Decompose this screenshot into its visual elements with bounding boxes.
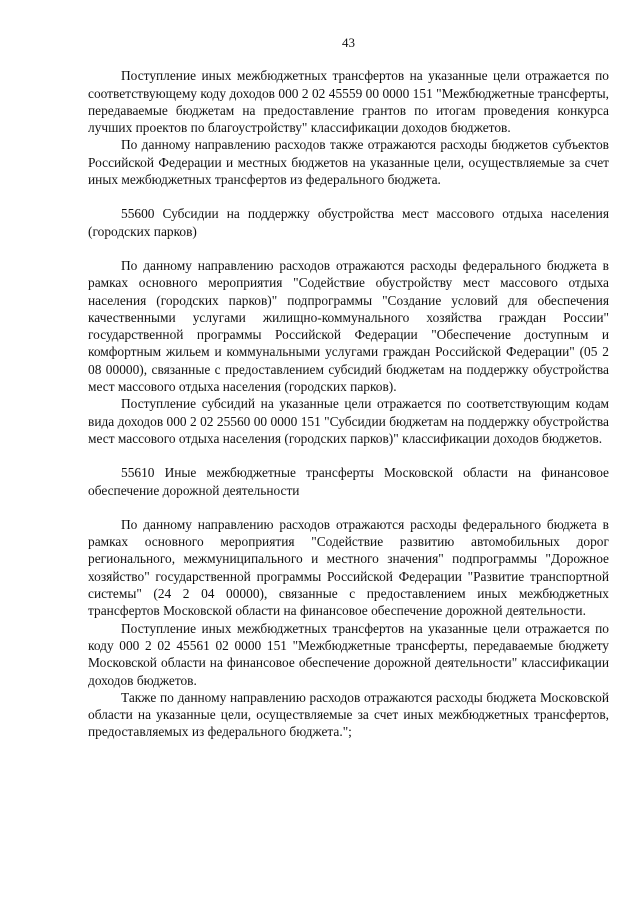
page-number: 43 xyxy=(342,35,355,50)
paragraph-55610-description: По данному направлению расходов отражаются расходы федерального бюджета в рамках основного мероприятия "Содействие развитию автомобильных дорог регионального, межмуниципального и местного значения" подпрограммы "Дорожное хозяйство" государственной программы Российской Федерации "Развитие транспортной системы" (24 2 04 00000), связанные с предоставлением иных межбюджетных трансфертов Московской области на финансовое обеспечение дорожной деятельности. xyxy=(88,516,609,619)
paragraph-expenses-subjects: По данному направлению расходов также отражаются расходы бюджетов субъектов Российской Федерации и местных бюджетов на указанные цели, осуществляемые за счет иных межбюджетных трансфертов из федерального бюджета. xyxy=(88,137,609,188)
paragraph-55600-income: Поступление субсидий на указанные цели отражается по соответствующим кодам вида доходов 000 2 02 25560 00 0000 151 "Субсидии бюджетам на поддержку обустройства мест массового отдыха населения (городских парков)" классификации доходов бюджетов. xyxy=(88,396,609,446)
document-page xyxy=(88,34,609,741)
section-heading-55610: 55610 Иные межбюджетные трансферты Московской области на финансовое обеспечение дорожной деятельности xyxy=(88,465,609,498)
paragraph-55610-income: Поступление иных межбюджетных трансфертов на указанные цели отражается по коду 000 2 02 45561 02 0000 151 "Межбюджетные трансферты, передаваемые бюджету Московской области на финансовое обеспечение дорожной деятельности" классификации доходов бюджетов. xyxy=(88,620,609,688)
section-heading-55600: 55600 Субсидии на поддержку обустройства мест массового отдыха населения (городских парков) xyxy=(88,206,609,239)
paragraph-income-transfers-grants: Поступление иных межбюджетных трансфертов на указанные цели отражается по соответствующему коду доходов 000 2 02 45559 00 0000 151 "Межбюджетные трансферты, передаваемые бюджетам на предоставление грантов по итогам проведения конкурса лучших проектов по благоустройству" классификации доходов бюджетов. xyxy=(88,68,609,136)
paragraph-55610-moscow-expenses: Также по данному направлению расходов отражаются расходы бюджета Московской области на указанные цели, осуществляемые за счет иных межбюджетных трансфертов, предоставляемых из федерального бюджета."; xyxy=(88,689,609,740)
paragraph-55600-description: По данному направлению расходов отражаются расходы федерального бюджета в рамках основного мероприятия "Содействие обустройству мест массового отдыха населения (городских парков)" подпрограммы "Создание условий для обеспечения качественными услугами жилищно-коммунального хозяйства граждан России" государственной программы Российской Федерации "Обеспечение доступным и комфортным жильем и коммунальными услугами граждан Российской Федерации" (05 2 08 00000), связанные с предоставлением субсидий бюджетам на поддержку обустройства мест массового отдыха населения (городских парков). xyxy=(88,257,609,395)
